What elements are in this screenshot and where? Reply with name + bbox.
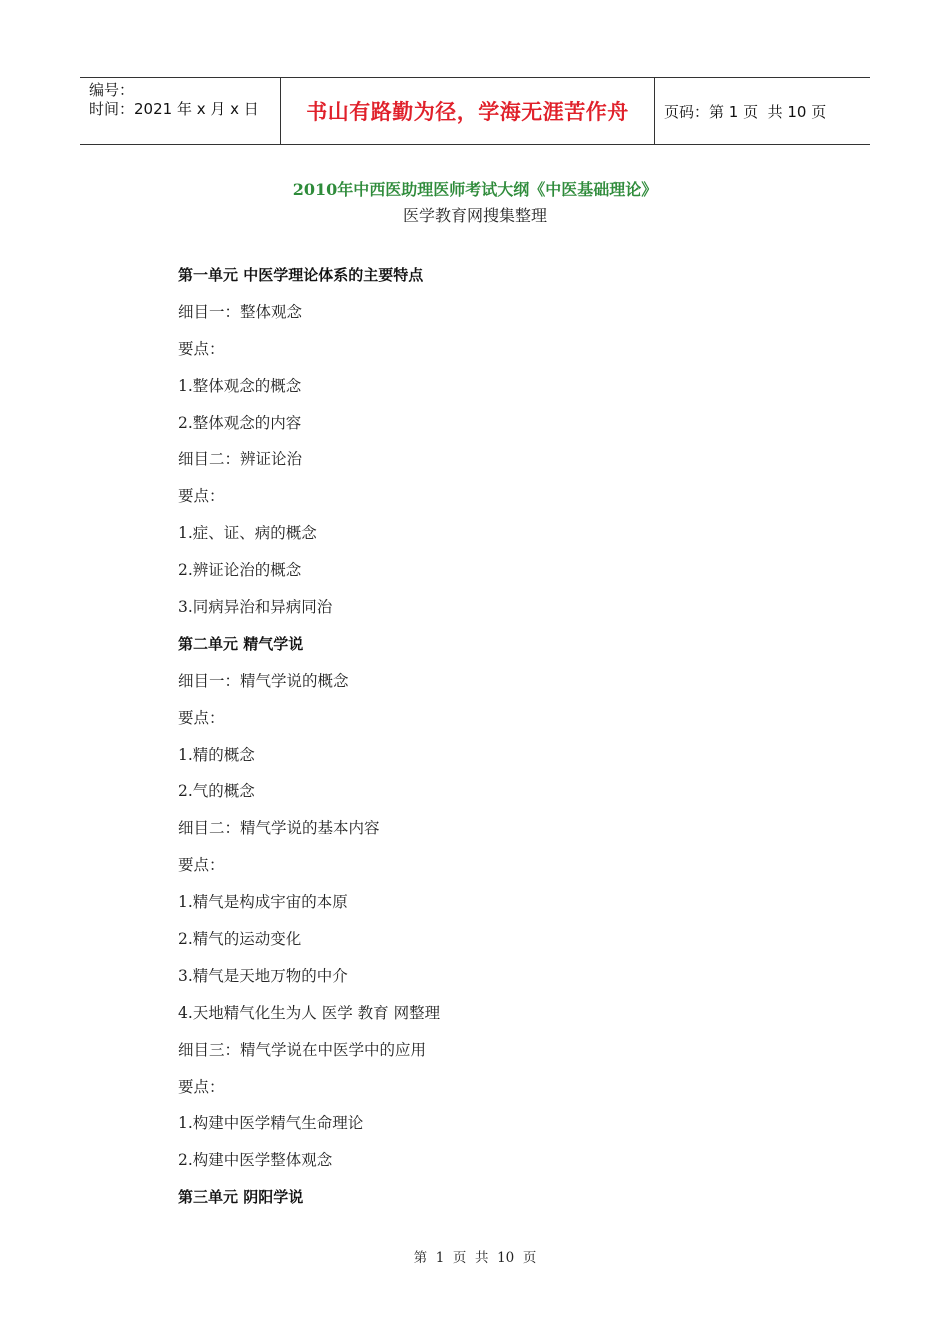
outline-line: 2.气的概念 (178, 782, 255, 801)
time-label: 时间：2021 年 x 月 x 日 (89, 100, 259, 118)
number-label: 编号： (89, 81, 135, 99)
outline-line: 1.症、证、病的概念 (178, 524, 317, 543)
outline-line: 细目三：精气学说在中医学中的应用 (178, 1040, 427, 1059)
outline-line: 4.天地精气化生为人 医学 教育 网整理 (178, 1003, 441, 1022)
unit-heading: 第二单元 精气学说 (178, 634, 304, 653)
outline-line: 2.精气的运动变化 (178, 930, 302, 949)
outline-line: 细目一：整体观念 (178, 302, 303, 321)
outline-line: 要点： (178, 1077, 225, 1096)
outline-line: 细目二：精气学说的基本内容 (178, 819, 380, 838)
outline-line: 2.构建中医学整体观念 (178, 1151, 333, 1170)
unit-heading: 第三单元 阴阳学说 (178, 1188, 304, 1207)
header-page-cell (655, 78, 870, 144)
outline-line: 要点： (178, 487, 225, 506)
outline-line: 1.构建中医学精气生命理论 (178, 1114, 364, 1133)
outline-line: 要点： (178, 339, 225, 358)
document-subtitle: 医学教育网搜集整理 (402, 206, 547, 225)
outline-line: 3.同病异治和异病同治 (178, 598, 333, 617)
outline-line: 3.精气是天地万物的中介 (178, 966, 348, 985)
outline-line: 1.整体观念的概念 (178, 376, 302, 395)
outline-line: 2.辨证论治的概念 (178, 561, 302, 580)
document-title: 2010年中西医助理医师考试大纲《中医基础理论》 (292, 180, 658, 199)
header-meta-cell (80, 78, 281, 144)
page-info: 页码：第 1 页 共 10 页 (664, 102, 827, 121)
syllabus-outline (178, 263, 798, 1222)
unit-heading: 第一单元 中医学理论体系的主要特点 (178, 266, 424, 284)
page-footer: 第 1 页 共 10 页 (413, 1250, 537, 1266)
header-motto-cell (281, 78, 655, 144)
outline-line: 1.精的概念 (178, 745, 255, 764)
outline-line: 1.精气是构成宇宙的本原 (178, 893, 348, 912)
header-table (80, 77, 870, 145)
motto-text: 书山有路勤为径，学海无涯苦作舟 (306, 100, 629, 124)
outline-line: 细目一：精气学说的概念 (178, 671, 349, 690)
outline-line: 要点： (178, 856, 225, 875)
outline-line: 细目二：辨证论治 (178, 450, 303, 469)
outline-line: 2.整体观念的内容 (178, 413, 302, 432)
outline-line: 要点： (178, 708, 225, 727)
